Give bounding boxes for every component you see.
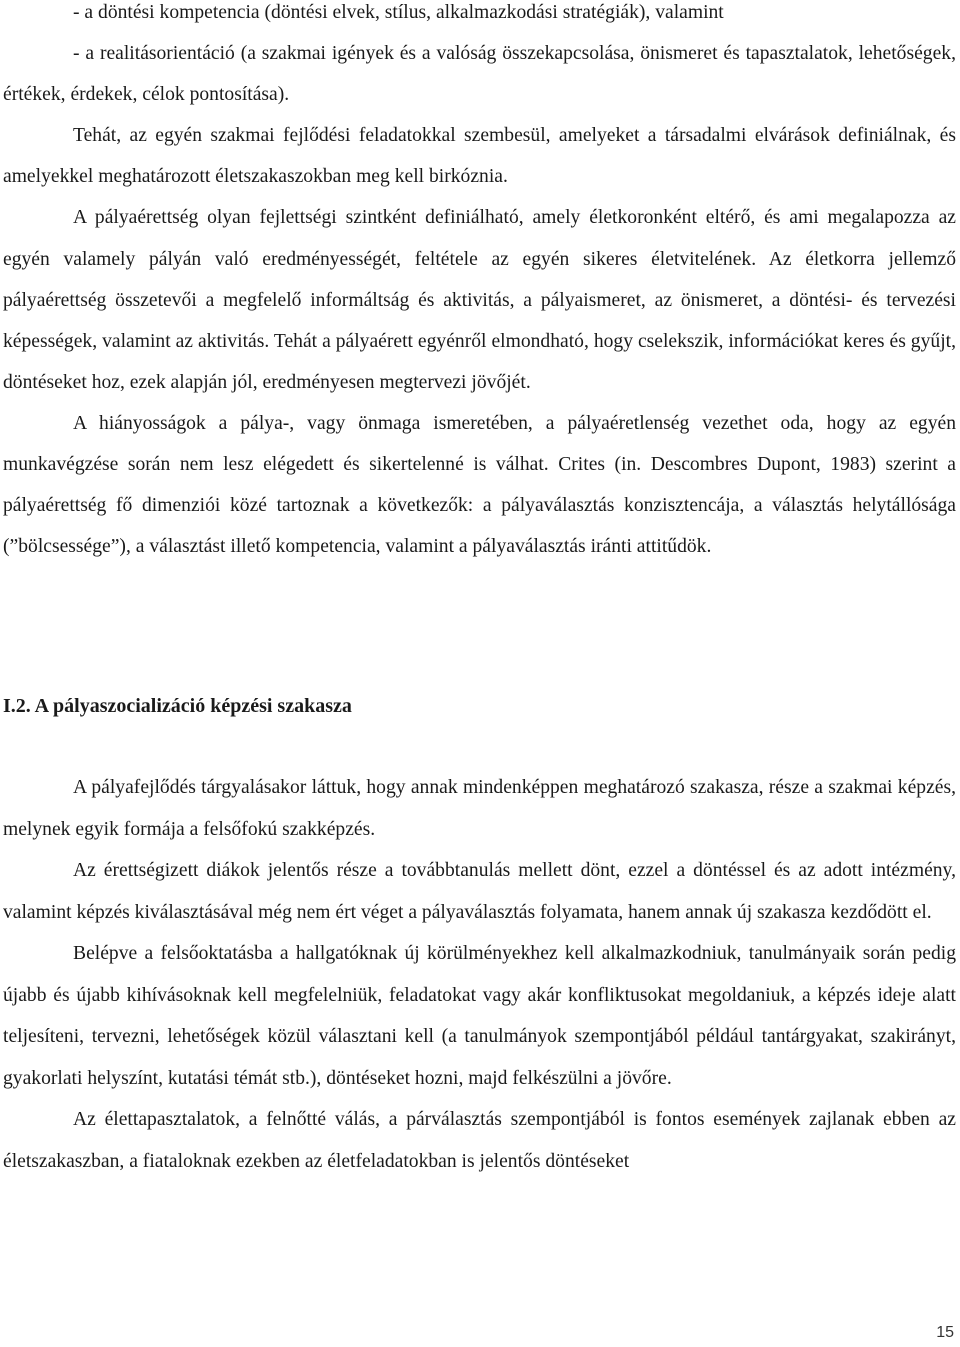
page-number: 15 — [936, 1324, 954, 1341]
paragraph: A pályaérettség olyan fejlettségi szintként definiálható, amely életkoronként eltérő, és ami megalapozza az egyén valamely pályán való eredményességét, feltétele az egyén sikeres életvitelének. Az életkorra jellemző pályaérettség összetevői a megfelelő informáltság és aktivitás, a pályaismeret, az önismeret, a döntési- és tervezési képességek, valamint az aktivitás. Tehát a pályaérett egyénről elmondható, hogy cselekszik, információkat keres és gyűjt, döntéseket hoz, ezek alapján jól, eredményesen megtervezi jövőjét. — [3, 207, 956, 393]
list-item: - a döntési kompetencia (döntési elvek, stílus, alkalmazkodási stratégiák), valamint — [73, 2, 724, 23]
paragraph: A pályafejlődés tárgyalásakor láttuk, hogy annak mindenképpen meghatározó szakasza, része a szakmai képzés, melynek egyik formája a felsőfokú szakképzés. — [3, 777, 956, 840]
paragraph: A hiányosságok a pálya-, vagy önmaga ismeretében, a pályaéretlenség vezethet oda, hogy az egyén munkavégzése során nem lesz elégedett és sikertelenné is válhat. Crites (in. Descombres Dupont, 1983) szerint a pályaérettség fő dimenziói közé tartoznak a következők: a pályaválasztás konzisztencája, a választás helytállósága (”bölcsessége”), a választást illető kompetencia, valamint a pályaválasztás iránti attitűdök. — [3, 412, 956, 558]
section-heading: I.2. A pályaszocializáció képzési szakasza — [3, 695, 352, 717]
paragraph: Tehát, az egyén szakmai fejlődési feladatokkal szembesül, amelyeket a társadalmi elvárások definiálnak, és amelyekkel meghatározott életszakaszokban meg kell birkóznia. — [3, 125, 956, 188]
list-item: - a realitásorientáció (a szakmai igények és a valóság összekapcsolása, önismeret és tapasztalatok, lehetőségek, értékek, érdekek, célok pontosítása). — [3, 43, 956, 106]
paragraph: Belépve a felsőoktatásba a hallgatóknak új körülményekhez kell alkalmazkodniuk, tanulmányaik során pedig újabb és újabb kihívásoknak kell megfelelniük, feladatokat vagy akár konfliktusokat megoldaniuk, a képzés ideje alatt teljesíteni, tervezni, lehetőségek közül választani kell (a tanulmányok szempontjából például tantárgyakat, szakirányt, gyakorlati helyszínt, kutatási témát stb.), döntéseket hozni, majd felkészülni a jövőre. — [3, 943, 956, 1089]
section-body — [3, 767, 956, 1182]
paragraph: Az élettapasztalatok, a felnőtté válás, a párválasztás szempontjából is fontos események zajlanak ebben az életszakaszban, a fiataloknak ezekben az életfeladatokban is jelentős döntéseket — [3, 1109, 956, 1172]
body-text — [3, 0, 956, 567]
paragraph: Az érettségizett diákok jelentős része a továbbtanulás mellett dönt, ezzel a döntéssel és az adott intézmény, valamint képzés kiválasztásával még nem ért véget a pályaválasztás folyamata, hanem annak új szakasza kezdődött el. — [3, 860, 956, 923]
